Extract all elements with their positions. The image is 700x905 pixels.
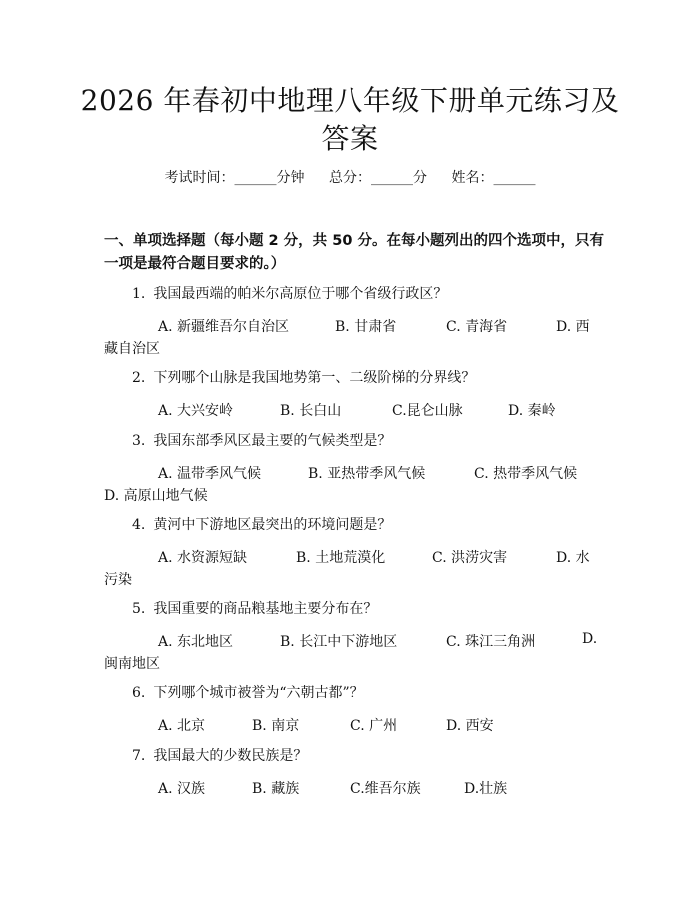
page-title: 2026 年春初中地理八年级下册单元练习及答案 xyxy=(80,84,620,155)
question-text: 我国最西端的帕米尔高原位于哪个省级行政区？ xyxy=(153,286,448,302)
option-b[interactable]: B. 亚热带季风气候 xyxy=(308,466,426,482)
option-d-continued: 污染 xyxy=(104,572,132,588)
option-d[interactable]: D. 西 xyxy=(556,319,590,335)
question-text: 黄河中下游地区最突出的环境问题是？ xyxy=(153,517,392,533)
question-number: 6. xyxy=(132,685,146,701)
question-1 xyxy=(132,284,447,304)
question-number: 7. xyxy=(132,748,146,764)
exam-meta xyxy=(0,168,700,188)
option-b[interactable]: B. 南京 xyxy=(252,718,300,734)
question-number: 3. xyxy=(132,433,146,449)
question-number: 4. xyxy=(132,517,146,533)
question-text: 我国东部季风区最主要的气候类型是？ xyxy=(153,433,392,449)
option-a[interactable]: A. 大兴安岭 xyxy=(158,403,234,419)
question-text: 我国最大的少数民族是？ xyxy=(153,748,308,764)
option-b[interactable]: B. 土地荒漠化 xyxy=(296,550,386,566)
option-d-continued: 闽南地区 xyxy=(104,656,160,672)
question-text: 我国重要的商品粮基地主要分布在？ xyxy=(153,601,378,617)
question-2 xyxy=(132,368,475,388)
option-d-continued: 藏自治区 xyxy=(104,341,160,357)
question-number: 1. xyxy=(132,286,146,302)
option-c[interactable]: C.维吾尔族 xyxy=(350,781,421,797)
question-7 xyxy=(132,746,307,766)
question-3 xyxy=(132,431,391,451)
exam-name: 姓名：______ xyxy=(451,170,536,186)
option-b[interactable]: B. 长白山 xyxy=(280,403,342,419)
exam-score: 总分：______分 xyxy=(329,170,427,186)
question-text: 下列哪个城市被誉为“六朝古都”？ xyxy=(153,685,364,701)
option-d[interactable]: D. 水 xyxy=(556,550,590,566)
option-a[interactable]: A. 新疆维吾尔自治区 xyxy=(158,319,290,335)
exam-time: 考试时间：______分钟 xyxy=(164,170,305,186)
question-number: 2. xyxy=(132,370,146,386)
option-c[interactable]: C. 热带季风气候 xyxy=(474,466,578,482)
option-c[interactable]: C. 珠江三角洲 xyxy=(446,634,536,650)
option-d[interactable]: D. 高原山地气候 xyxy=(104,488,208,504)
question-6 xyxy=(132,683,364,703)
option-d[interactable]: D. 西安 xyxy=(446,718,494,734)
option-b[interactable]: B. 藏族 xyxy=(252,781,300,797)
option-d[interactable]: D. xyxy=(582,631,598,647)
option-a[interactable]: A. 东北地区 xyxy=(158,634,234,650)
question-text: 下列哪个山脉是我国地势第一、二级阶梯的分界线？ xyxy=(153,370,476,386)
option-c[interactable]: C. 广州 xyxy=(350,718,398,734)
option-d[interactable]: D. 秦岭 xyxy=(508,403,556,419)
option-c[interactable]: C. 青海省 xyxy=(446,319,508,335)
option-a[interactable]: A. 水资源短缺 xyxy=(158,550,248,566)
option-b[interactable]: B. 长江中下游地区 xyxy=(280,634,398,650)
option-c[interactable]: C. 洪涝灾害 xyxy=(432,550,508,566)
option-d[interactable]: D.壮族 xyxy=(464,781,508,797)
option-c[interactable]: C.昆仑山脉 xyxy=(392,403,463,419)
question-number: 5. xyxy=(132,601,146,617)
option-a[interactable]: A. 温带季风气候 xyxy=(158,466,262,482)
question-4 xyxy=(132,515,391,535)
option-a[interactable]: A. 汉族 xyxy=(158,781,206,797)
question-5 xyxy=(132,599,377,619)
option-a[interactable]: A. 北京 xyxy=(158,718,206,734)
section-heading: 一、单项选择题（每小题 2 分，共 50 分。在每小题列出的四个选项中，只有一项是最符合题目要求的。） xyxy=(104,233,604,272)
option-b[interactable]: B. 甘肃省 xyxy=(335,319,397,335)
